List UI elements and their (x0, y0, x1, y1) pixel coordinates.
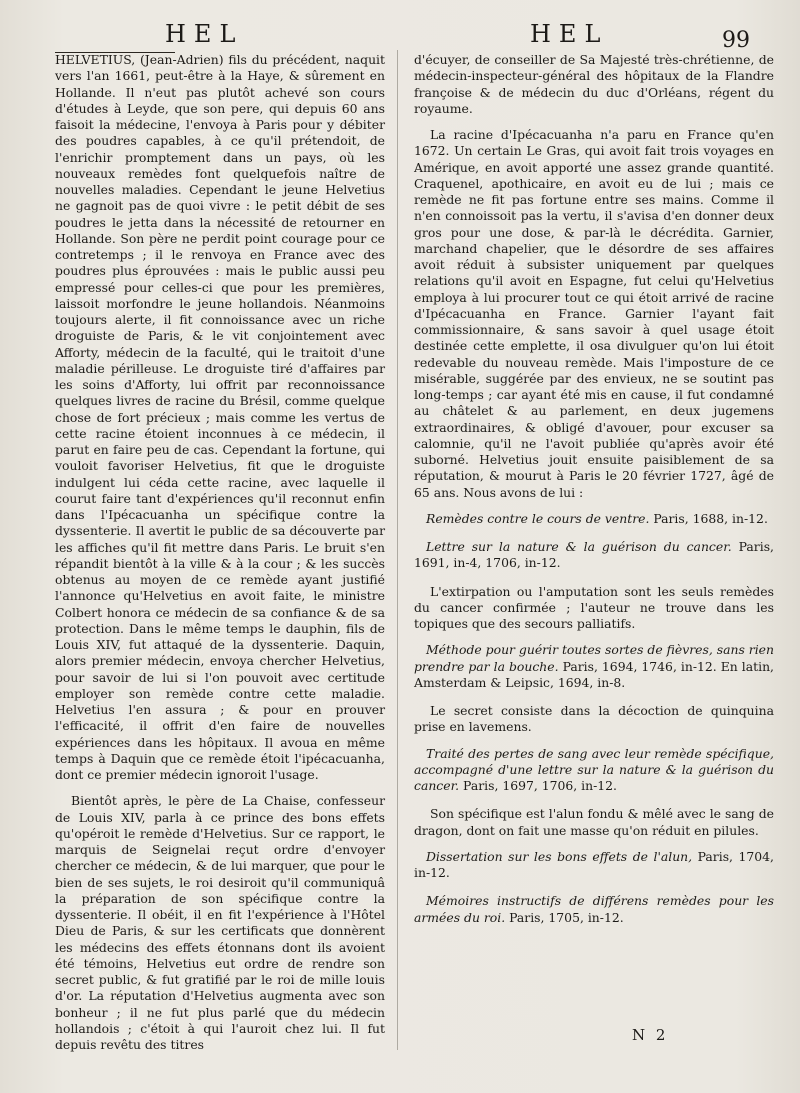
work-item (414, 746, 774, 795)
work-note: L'extirpation ou l'amputation sont les seuls remèdes du cancer confirmée ; l'auteur ne trouve dans les topiques que des secours palliatifs. (414, 583, 774, 631)
signature-mark: N 2 (632, 1026, 669, 1044)
work-details: Paris, 1688, in-12. (653, 510, 768, 526)
work-details: Paris, 1697, 1706, in-12. (463, 778, 617, 793)
page-number: 99 (722, 28, 750, 53)
work-title: Dissertation sur les bons effets de l'alun, (426, 848, 693, 864)
work-title: Mémoires instructifs de différens remèdes pour les armées du roi. (414, 893, 774, 925)
column-divider (397, 50, 398, 1050)
work-details: Paris, 1691, in-4, 1706, in-12. (414, 539, 774, 571)
running-head-left: HEL (165, 20, 244, 48)
work-title: Traité des pertes de sang avec leur remède spécifique, accompagné d'une lettre sur la nature & la guérison du cancer. (414, 745, 774, 793)
work-item (414, 539, 774, 572)
work-details: Paris, 1694, 1746, in-12. En latin, Amsterdam & Leipsic, 1694, in-8. (414, 658, 774, 690)
right-column (414, 52, 774, 938)
work-item (414, 642, 774, 691)
work-note: Son spécifique est l'alun fondu & mêlé avec le sang de dragon, dont on fait une masse qu'on réduit en pilules. (414, 806, 774, 838)
running-head-right: HEL (530, 20, 609, 48)
entry-paragraph-1: HELVETIUS, (Jean-Adrien) fils du précédent, naquit vers l'an 1661, peut-être à la Haye, & sûrement en Hollande. Il n'eut pas plutôt achevé son cours d'études à Leyde, que son pere, qui depuis 60 ans faisoit la médecine, l'envoya à Paris pour y débiter des poudres capables, à ce qu'il prétendoit, de l'enrichir promptement dans un pays, où les nouveaux remèdes font quelquefois naître de nouvelles maladies. Cependant le jeune Helvetius ne gagnoit pas de quoi vivre : le petit débit de ses poudres le jetta dans la nécessité de retourner en Hollande. Son père ne perdit point courage pour ce contretemps ; il le renvoya en France avec des poudres plus éprouvées : mais le public aussi peu empressé pour celles-ci que pour les premières, laissoit morfondre le jeune hollandois. Néanmoins toujours alerte, il fit connoissance avec un riche droguiste de Paris, & le vit conjointement avec Afforty, médecin de la faculté, qui le traitoit d'une maladie périlleuse. Le droguiste tiré d'affaires par les soins d'Afforty, lui offrit par reconnoissance quelques livres de racine du Brésil, comme quelque chose de fort précieux ; mais comme les vertus de cette racine étoient inconnues à ce médecin, il parut en faire peu de cas. Cependant la fortune, qui vouloit favoriser Helvetius, fit que le droguiste indulgent lui céda cette racine, avec laquelle il courut faire tant d'expériences qu'il reconnut enfin dans l'Ipécacuanha un spécifique contre la dyssenterie. Il avertit le public de sa découverte par les affiches qu'il fit mettre dans Paris. Le bruit s'en répandit bientôt à la ville & à la cour ; & les succès obtenus au moyen de ce remède ayant justifié l'annonce qu'Helvetius en avoit faite, le ministre Colbert honora ce médecin de sa confiance & de sa protection. Dans le même temps le dauphin, fils de Louis XIV, fut attaqué de la dyssenterie. Daquin, alors premier médecin, envoya chercher Helvetius, pour savoir de lui si l'on pouvoit avec certitude employer son remède contre cette maladie. Helvetius l'en assura ; & pour en prouver l'efficacité, il offrit d'en faire de nouvelles expériences dans les hôpitaux. Il avoua en même temps à Daquin que ce remède étoit l'ipécacuanha, dont ce premier médecin ignoroit l'usage. (55, 52, 385, 782)
work-item (414, 849, 774, 882)
running-head (0, 20, 800, 53)
continued-paragraph: d'écuyer, de conseiller de Sa Majesté très-chrétienne, de médecin-inspecteur-général des hôpitaux de la Flandre françoise & de médecin du duc d'Orléans, régent du royaume. (414, 52, 774, 116)
work-item (414, 511, 774, 527)
work-item (414, 893, 774, 926)
work-title: Remèdes contre le cours de ventre. (426, 510, 650, 526)
work-details: Paris, 1705, in-12. (509, 909, 624, 925)
work-title: Lettre sur la nature & la guérison du cancer. (426, 539, 732, 554)
work-note: Le secret consiste dans la décoction de quinquina prise en lavemens. (414, 703, 774, 735)
work-details: Paris, 1704, in-12. (414, 848, 774, 880)
ipecacuanha-paragraph: La racine d'Ipécacuanha n'a paru en France qu'en 1672. Un certain Le Gras, qui avoit fait trois voyages en Amérique, en avoit apporté une assez grande quantité. Craquenel, apothicaire, en avoit eu de lui ; mais ce remède ne fit pas fortune entre ses mains. Comme il n'en connoissoit pas la vertu, il s'avisa d'en donner deux gros pour une dose, & par-là le décrédita. Garnier, marchand chapelier, que le désordre de ses affaires avoit réduit à subsister uniquement par quelques relations qu'il avoit en Espagne, fut celui qu'Helvetius employa à lui procurer tout ce qui étoit arrivé de racine d'Ipécacuanha en France. Garnier l'ayant fait commissionnaire, & sans savoir à quel usage étoit destinée cette emplette, il osa divulguer qu'on lui étoit redevable du nouveau remède. Mais l'imposture de ce misérable, suggérée par des envieux, ne se soutint pas long-temps ; car ayant été mis en cause, il fut condamné au châtelet & au parlement, en deux jugemens extraordinaires, & obligé d'avouer, pour excuser sa calomnie, qu'il ne l'avoit publiée qu'après avoir été suborné. Helvetius jouit ensuite paisiblement de sa réputation, & mourut à Paris le 20 février 1727, âgé de 65 ans. Nous avons de lui : (414, 127, 774, 500)
left-column (55, 52, 385, 1063)
entry-paragraph-2: Bientôt après, le père de La Chaise, confesseur de Louis XIV, parla à ce prince des bons effets qu'opéroit le remède d'Helvetius. Sur ce rapport, le marquis de Seignelai reçut ordre d'envoyer chercher ce médecin, & de lui marquer, que pour le bien de ses sujets, le roi desiroit qu'il communiquâ la préparation de son spécifique contre la dyssenterie. Il obéit, il en fit l'expérience à l'Hôtel Dieu de Paris, & sur les certificats que donnèrent les médecins des effets étonnans dont ils avoient été témoins, Helvetius eut ordre de rendre son secret public, & fut gratifié par le roi de mille louis d'or. La réputation d'Helvetius augmenta avec son bonheur ; il ne fut plus parlé que du médecin hollandois ; c'étoit à qui l'auroit chez lui. Il fut depuis revêtu des titres (55, 793, 385, 1052)
work-title: Méthode pour guérir toutes sortes de fièvres, sans rien prendre par la bouche. (414, 642, 774, 674)
